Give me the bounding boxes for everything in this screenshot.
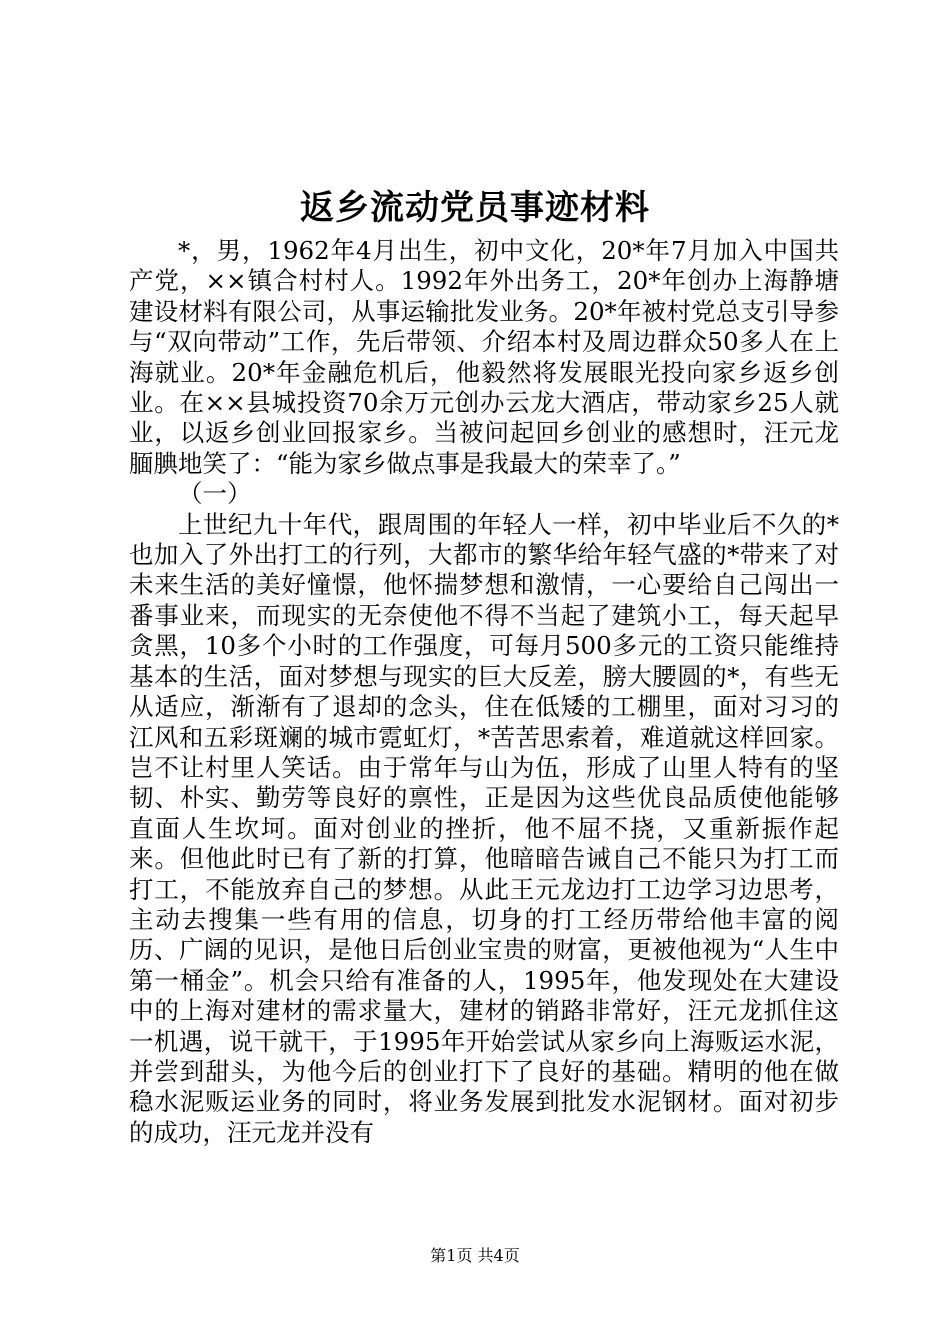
paragraph-intro: *，男，1962年4月出生，初中文化，20*年7月加入中国共产党，××镇合村村人。1992年外出务工，20*年创办上海静塘建设材料有限公司，从事运输批发业务。20*年被村党总支引导参与“双向带动”工作，先后带领、介绍本村及周边群众50多人在上海就业。20*年金融危机后，他毅然将发展眼光投向家乡返乡创业。在××县城投资70余万元创办云龙大酒店，带动家乡25人就业，以返乡创业回报家乡。当被问起回乡创业的感想时，汪元龙腼腆地笑了：“能为家乡做点事是我最大的荣幸了。” [129, 236, 839, 478]
document-body [129, 236, 839, 1148]
section-heading: （一） [178, 479, 252, 509]
document-title: 返乡流动党员事迹材料 [300, 188, 650, 228]
paragraph-story: 上世纪九十年代，跟周围的年轻人一样，初中毕业后不久的*也加入了外出打工的行列，大都市的繁华给年轻气盛的*带来了对未来生活的美好憧憬，他怀揣梦想和激情，一心要给自己闯出一番事业来，而现实的无奈使他不得不当起了建筑小工，每天起早贪黑，10多个小时的工作强度，可每月500多元的工资只能维持基本的生活，面对梦想与现实的巨大反差，膀大腰圆的*，有些无从适应，渐渐有了退却的念头，住在低矮的工棚里，面对习习的江风和五彩斑斓的城市霓虹灯，*苦苦思索着，难道就这样回家。岂不让村里人笑话。由于常年与山为伍，形成了山里人特有的坚韧、朴实、勤劳等良好的禀性，正是因为这些优良品质使他能够直面人生坎坷。面对创业的挫折，他不屈不挠，又重新振作起来。但他此时已有了新的打算，他暗暗告诫自己不能只为打工而打工，不能放弃自己的梦想。从此王元龙边打工边学习边思考，主动去搜集一些有用的信息，切身的打工经历带给他丰富的阅历、广阔的见识，是他日后创业宝贵的财富，更被他视为“人生中第一桶金”。机会只给有准备的人，1995年，他发现处在大建设中的上海对建材的需求量大，建材的销路非常好，汪元龙抓住这一机遇，说干就干，于1995年开始尝试从家乡向上海贩运水泥，并尝到甜头，为他今后的创业打下了良好的基础。精明的他在做稳水泥贩运业务的同时，将业务发展到批发水泥钢材。面对初步的成功，汪元龙并没有 [129, 509, 839, 1147]
page-number: 第1页 共4页 [430, 1246, 520, 1265]
